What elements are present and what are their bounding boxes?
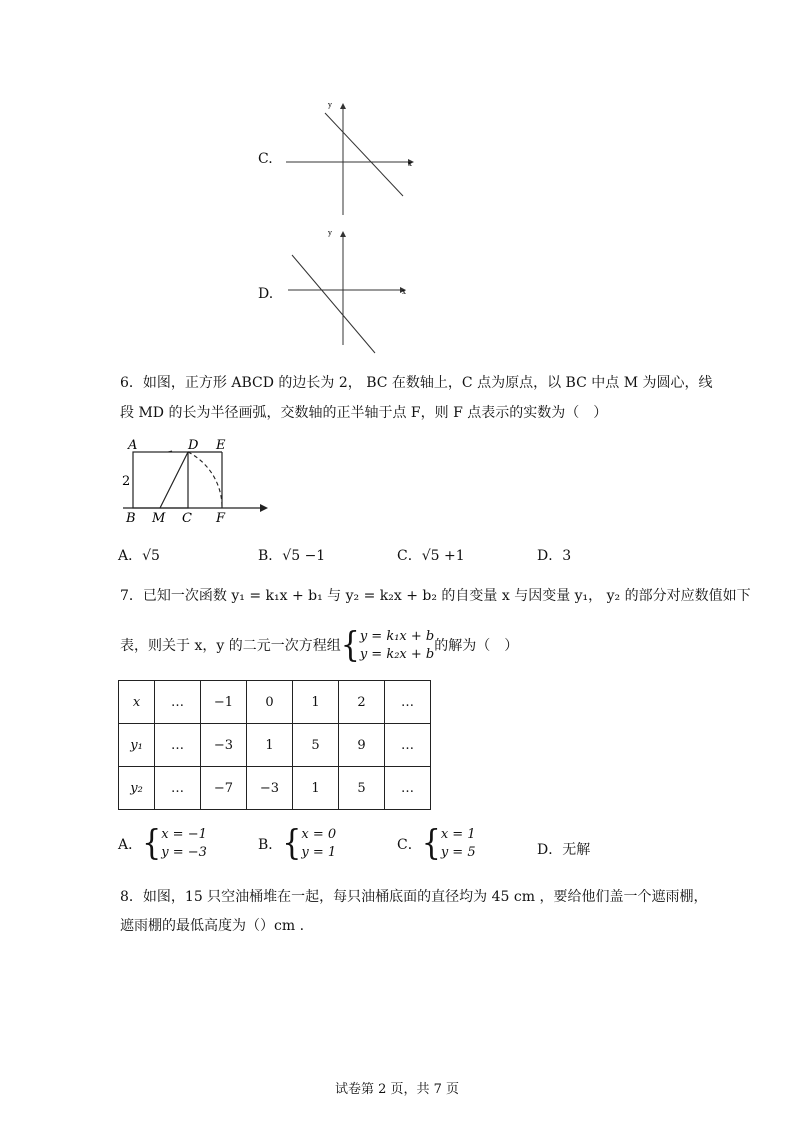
graph-d-figure	[280, 225, 420, 355]
table-cell: …	[155, 681, 201, 724]
x-axis-label: x	[408, 160, 412, 168]
table-cell: 2	[339, 681, 385, 724]
y-axis-arrow	[340, 231, 346, 237]
equation-system: y = k₁x + b y = k₂x + b	[359, 629, 435, 662]
point-m-label: M	[152, 511, 166, 526]
square-abcd	[133, 452, 188, 508]
table-cell: −7	[201, 767, 247, 810]
table-cell: 9	[339, 724, 385, 767]
graph-c-figure	[280, 95, 420, 220]
table-row	[119, 681, 431, 724]
number-axis-arrow	[260, 504, 268, 512]
y-axis-arrow	[340, 103, 346, 109]
table-cell: −1	[201, 681, 247, 724]
question-6-line-2: 段 MD 的长为半径画弧，交数轴的正半轴于点 F，则 F 点表示的实数为（ ）	[120, 405, 608, 421]
segment-md	[160, 452, 188, 508]
option-d-label: D.	[258, 286, 274, 302]
table-cell: …	[385, 767, 431, 810]
q6-option-a[interactable]: A．√5	[118, 548, 160, 564]
table-cell: 1	[293, 767, 339, 810]
side-length-label: 2	[122, 474, 131, 489]
table-cell: 1	[293, 681, 339, 724]
table-cell: …	[385, 681, 431, 724]
point-f-label: F	[216, 511, 226, 526]
x-axis-label: x	[402, 288, 406, 296]
point-d-label: D	[188, 438, 199, 453]
question-8-line-1: 8．如图，15 只空油桶堆在一起，每只油桶底面的直径均为 45 cm ，要给他们盖一个遮雨棚，	[120, 889, 708, 905]
table-cell: −3	[247, 767, 293, 810]
q6-option-b[interactable]: B．√5 −1	[258, 548, 326, 564]
table-cell: y₁	[119, 724, 155, 767]
q7-option-b[interactable]: B．{x = 0 y = 1	[258, 823, 337, 864]
table-cell: 5	[339, 767, 385, 810]
point-b-label: B	[126, 511, 136, 526]
point-e-label: E	[216, 438, 226, 453]
values-table	[118, 680, 431, 810]
table-row	[119, 767, 431, 810]
table-cell: …	[155, 767, 201, 810]
table-row	[119, 724, 431, 767]
y-axis-label: y	[328, 101, 332, 109]
table-cell: −3	[201, 724, 247, 767]
function-line	[325, 113, 403, 196]
table-cell: 1	[247, 724, 293, 767]
q7-option-d[interactable]: D．无解	[537, 842, 591, 858]
question-7-line-1: 7．已知一次函数 y₁ = k₁x + b₁ 与 y₂ = k₂x + b₂ 的自变量 x 与因变量 y₁， y₂ 的部分对应数值如下	[120, 588, 751, 604]
question-7-line-2: 表，则关于 x，y 的二元一次方程组{y = k₁x + b y = k₂x + b的解为（ ）	[120, 625, 519, 666]
question-6-figure	[118, 436, 278, 526]
question-8-line-2: 遮雨棚的最低高度为（）cm .	[120, 918, 305, 934]
q7-option-a[interactable]: A．{x = −1 y = −3	[118, 823, 207, 864]
table-cell: x	[119, 681, 155, 724]
page-footer: 试卷第 2 页，共 7 页	[334, 1082, 460, 1097]
table-cell: …	[385, 724, 431, 767]
option-c-label: C.	[258, 151, 273, 167]
table-cell: 0	[247, 681, 293, 724]
y-axis-label: y	[328, 229, 332, 237]
q6-option-c[interactable]: C．√5 +1	[397, 548, 465, 564]
q7-option-c[interactable]: C．{x = 1 y = 5	[397, 823, 476, 864]
table-cell: 5	[293, 724, 339, 767]
point-c-label: C	[182, 511, 192, 526]
q6-option-d[interactable]: D．3	[537, 548, 572, 564]
point-a-label: A	[128, 438, 138, 453]
question-6-line-1: 6．如图，正方形 ABCD 的边长为 2， BC 在数轴上，C 点为原点，以 BC 中点 M 为圆心，线	[120, 375, 713, 391]
table-cell: …	[155, 724, 201, 767]
system-brace: {	[340, 625, 360, 666]
table-cell: y₂	[119, 767, 155, 810]
dashed-arc	[188, 452, 222, 508]
function-line	[292, 255, 375, 353]
